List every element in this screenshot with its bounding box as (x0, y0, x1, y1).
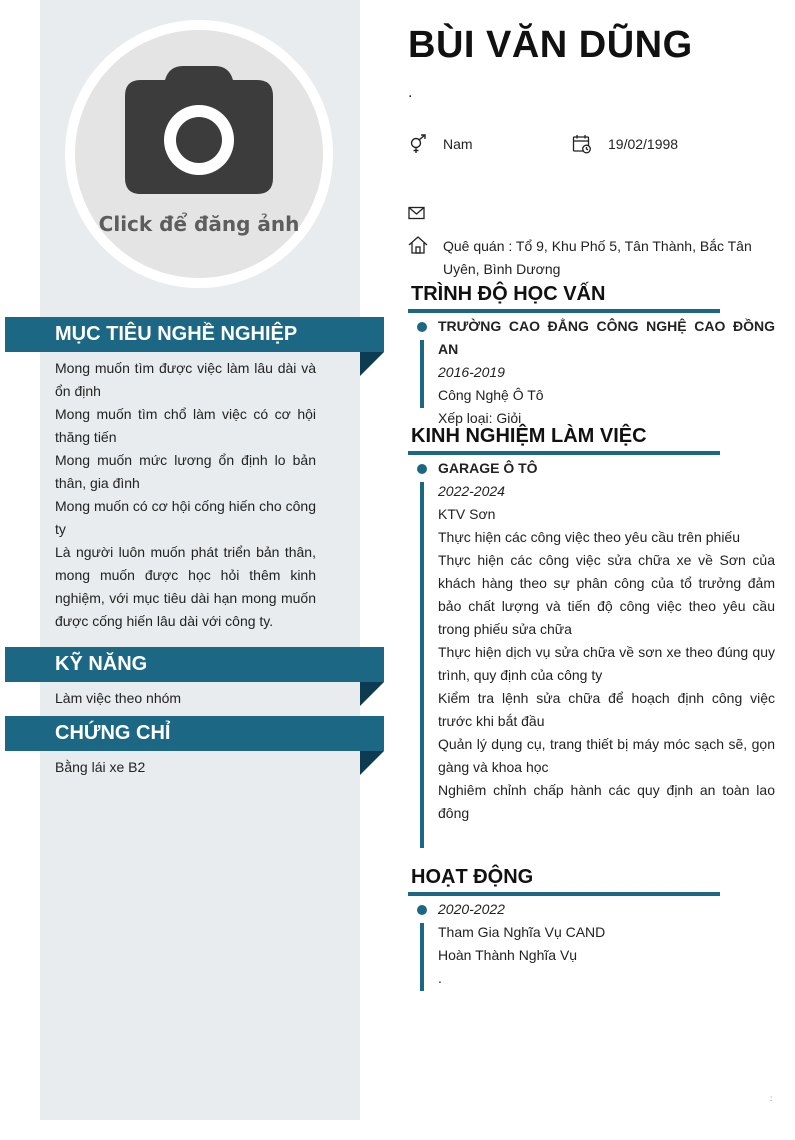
objective-item: Là người luôn muốn phát triển bản thân, mong muốn được học hỏi thêm kinh nghiệm, với mục tiêu dài hạn mong muốn được cống hiến lâu dài với công ty. (55, 544, 316, 629)
certificates-banner-fold (360, 751, 384, 775)
objective-heading: MỤC TIÊU NGHỀ NGHIỆP (5, 317, 384, 352)
objective-item: Mong muốn tìm được việc làm lâu dài và ổn định (55, 360, 316, 399)
photo-upload-label: Click để đăng ảnh (98, 212, 300, 236)
education-grade: Xếp loại: Giỏi (438, 410, 522, 426)
full-name: BÙI VĂN DŨNG (408, 24, 693, 66)
experience-timeline-bar (420, 482, 424, 848)
job-title: . (408, 84, 413, 101)
duty-item: Kiểm tra lệnh sửa chữa để hoạch định công việc trước khi bắt đầu (438, 690, 775, 729)
address-value: Quê quán : Tổ 9, Khu Phố 5, Tân Thành, Bắc Tân Uyên, Bình Dương (443, 238, 752, 277)
education-timeline-dot (417, 322, 427, 332)
home-icon (408, 235, 428, 255)
activities-heading: HOẠT ĐỘNG (411, 866, 534, 888)
activity-item: Hoàn Thành Nghĩa Vụ (438, 947, 578, 963)
education-timeline-bar (420, 340, 424, 408)
footer-mark: : (770, 1094, 773, 1103)
activities-period: 2020-2022 (438, 901, 505, 917)
experience-heading: KINH NGHIỆM LÀM VIỆC (411, 425, 647, 447)
duty-item: Quản lý dụng cụ, trang thiết bị máy móc sạch sẽ, gọn gàng và khoa học (438, 736, 775, 775)
objective-item: Mong muốn có cơ hội cống hiến cho công ty (55, 498, 316, 537)
job-position: KTV Sơn (438, 506, 496, 522)
objective-item: Mong muốn tìm chổ làm việc có cơ hội thăng tiến (55, 406, 316, 445)
calendar-icon (572, 134, 592, 154)
duty-item: Nghiêm chỉnh chấp hành các quy định an toàn lao đông (438, 782, 775, 821)
objective-banner-fold (360, 352, 384, 376)
activities-timeline-bar (420, 923, 424, 991)
skill-item: Làm việc theo nhóm (55, 690, 182, 706)
certificate-item: Bằng lái xe B2 (55, 759, 146, 775)
education-period: 2016-2019 (438, 364, 505, 380)
education-divider (408, 309, 720, 313)
activity-item: Tham Gia Nghĩa Vụ CAND (438, 924, 606, 940)
email-icon (408, 204, 428, 224)
camera-icon (125, 66, 273, 194)
company-name: GARAGE Ô TÔ (438, 460, 538, 476)
gender-icon (408, 134, 428, 154)
activities-entry (438, 898, 775, 990)
school-name: TRƯỜNG CAO ĐẲNG CÔNG NGHỆ CAO ĐỒNG AN (438, 318, 775, 357)
activity-item: . (438, 970, 442, 986)
duty-item: Thực hiện các công việc sửa chữa xe về Sơn của khách hàng theo sự phân công của tổ trưởng đảm bảo chất lượng và tiến độ công việc theo yêu cầu trong phiếu sửa chữa (438, 552, 775, 637)
duty-item: Thực hiện dịch vụ sửa chữa về sơn xe theo đúng quy trình, quy định của công ty (438, 644, 775, 683)
duty-item: Thực hiện các công việc theo yêu cầu trên phiếu (438, 529, 740, 545)
objective-item: Mong muốn mức lương ổn định lo bản thân, gia đình (55, 452, 316, 491)
education-major: Công Nghệ Ô Tô (438, 387, 544, 403)
education-heading: TRÌNH ĐỘ HỌC VẤN (411, 283, 606, 305)
experience-divider (408, 451, 720, 455)
skills-heading: KỸ NĂNG (5, 647, 384, 682)
gender-value: Nam (443, 136, 473, 152)
birthdate-value: 19/02/1998 (608, 136, 679, 152)
education-entry (438, 315, 775, 430)
skills-list (55, 687, 316, 710)
experience-entry (438, 457, 775, 825)
certificates-heading: CHỨNG CHỈ (5, 716, 384, 751)
objective-list (55, 357, 316, 633)
activities-divider (408, 892, 720, 896)
avatar-upload[interactable] (65, 20, 333, 288)
experience-timeline-dot (417, 464, 427, 474)
skills-banner-fold (360, 682, 384, 706)
experience-period: 2022-2024 (438, 483, 505, 499)
activities-timeline-dot (417, 905, 427, 915)
certificates-list (55, 756, 316, 779)
